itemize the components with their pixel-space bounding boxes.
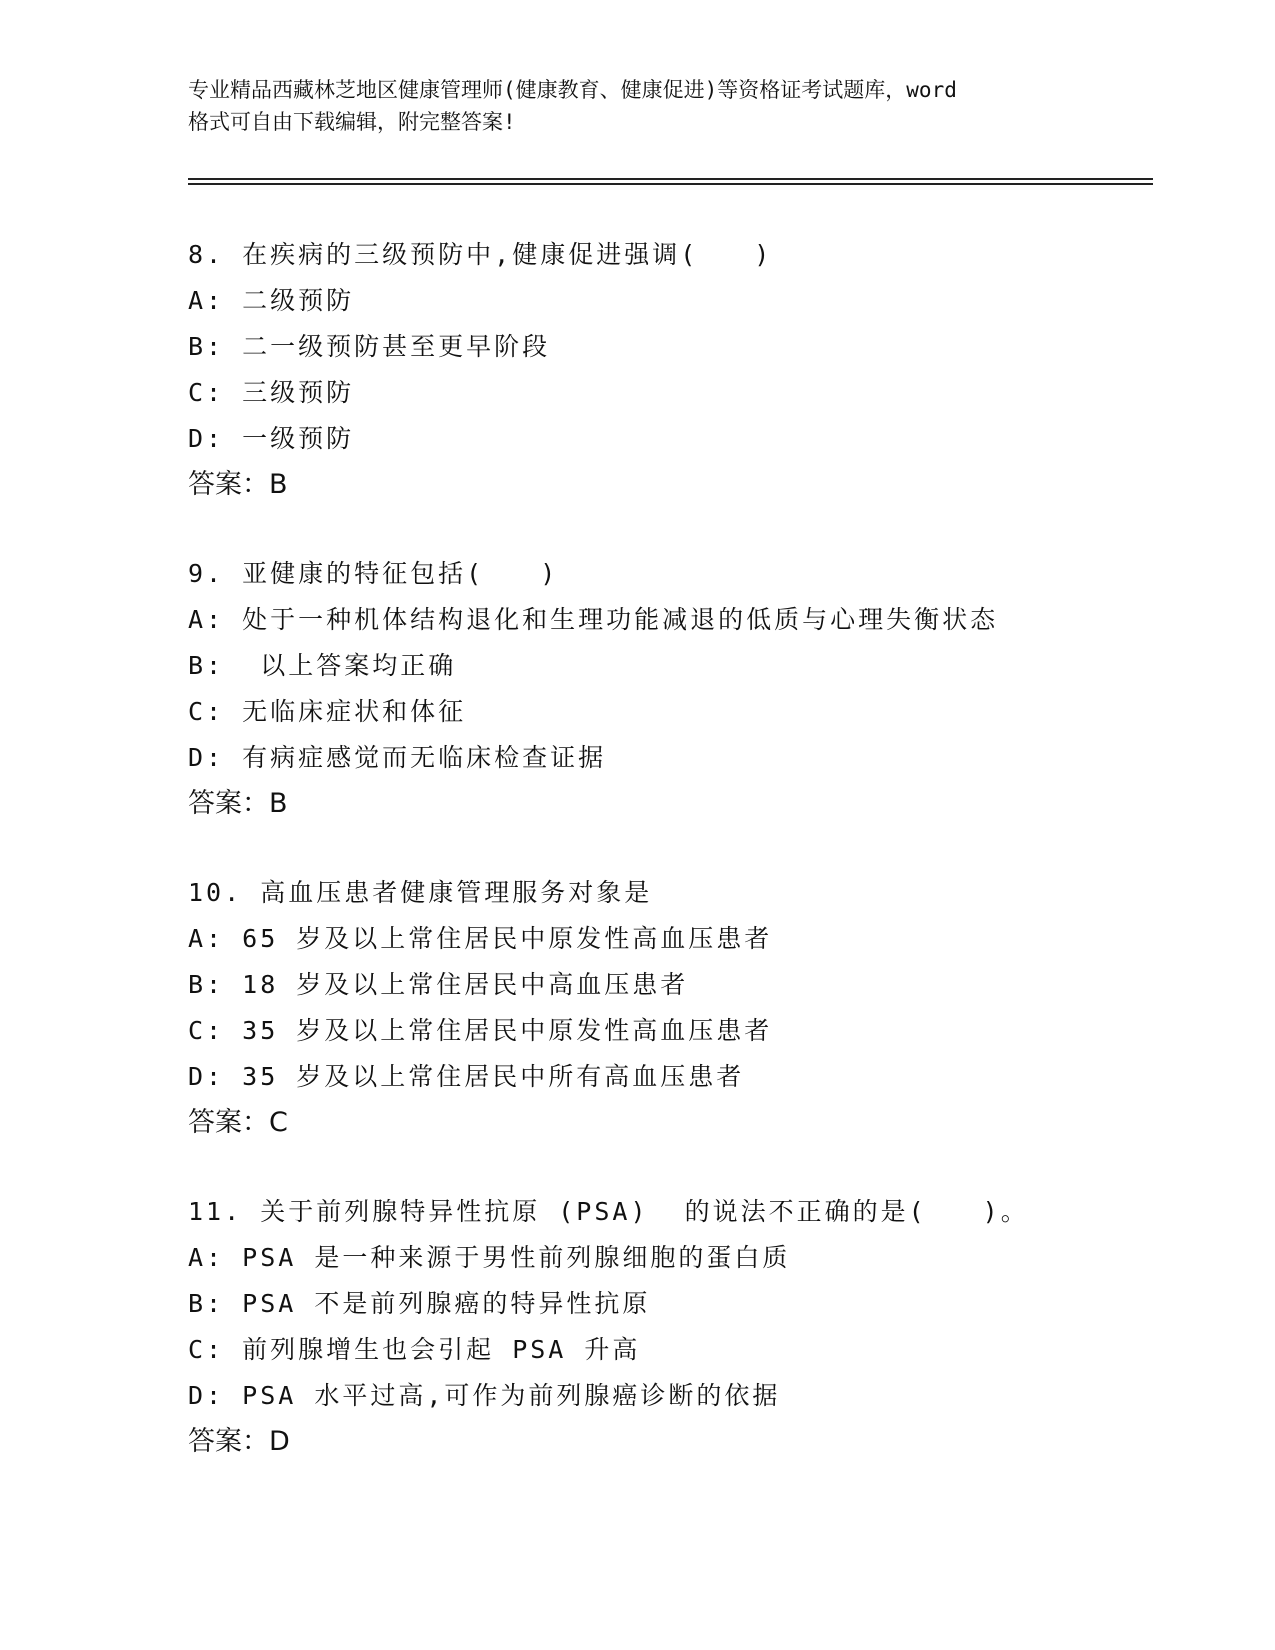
question-stem: 8. 在疾病的三级预防中,健康促进强调( ) [188,240,773,269]
question-list [188,232,1148,1508]
question-8 [188,232,1148,508]
question-10 [188,870,1148,1146]
option-b: B: PSA 不是前列腺癌的特异性抗原 [188,1289,651,1318]
option-c: C: 35 岁及以上常住居民中原发性高血压患者 [188,1016,773,1045]
option-b: B: 18 岁及以上常住居民中高血压患者 [188,970,689,999]
option-b: B: 以上答案均正确 [188,651,457,680]
option-a: A: 65 岁及以上常住居民中原发性高血压患者 [188,924,773,953]
header-divider-bottom [188,183,1153,185]
option-d: D: 一级预防 [188,424,355,453]
question-stem: 10. 高血压患者健康管理服务对象是 [188,878,653,907]
option-b: B: 二一级预防甚至更早阶段 [188,332,551,361]
option-c: C: 三级预防 [188,378,355,407]
option-d: D: 35 岁及以上常住居民中所有高血压患者 [188,1062,745,1091]
header-line-2: 格式可自由下载编辑，附完整答案! [188,110,516,134]
option-a: A: PSA 是一种来源于男性前列腺细胞的蛋白质 [188,1243,791,1272]
option-a: A: 处于一种机体结构退化和生理功能减退的低质与心理失衡状态 [188,605,999,634]
answer-label: 答案：C [188,1107,288,1138]
question-9 [188,551,1148,827]
question-stem: 11. 关于前列腺特异性抗原 (PSA) 的说法不正确的是( )。 [188,1197,1029,1226]
option-d: D: 有病症感觉而无临床检查证据 [188,743,607,772]
option-c: C: 无临床症状和体征 [188,697,467,726]
document-header [188,74,1088,138]
answer-label: 答案：B [188,788,288,819]
answer-label: 答案：B [188,469,288,500]
answer-label: 答案：D [188,1426,290,1457]
option-d: D: PSA 水平过高,可作为前列腺癌诊断的依据 [188,1381,781,1410]
question-11 [188,1189,1148,1465]
header-line-1: 专业精品西藏林芝地区健康管理师(健康教育、健康促进)等资格证考试题库，word [188,78,957,102]
question-stem: 9. 亚健康的特征包括( ) [188,559,559,588]
option-a: A: 二级预防 [188,286,355,315]
header-divider-top [188,178,1153,180]
option-c: C: 前列腺增生也会引起 PSA 升高 [188,1335,641,1364]
